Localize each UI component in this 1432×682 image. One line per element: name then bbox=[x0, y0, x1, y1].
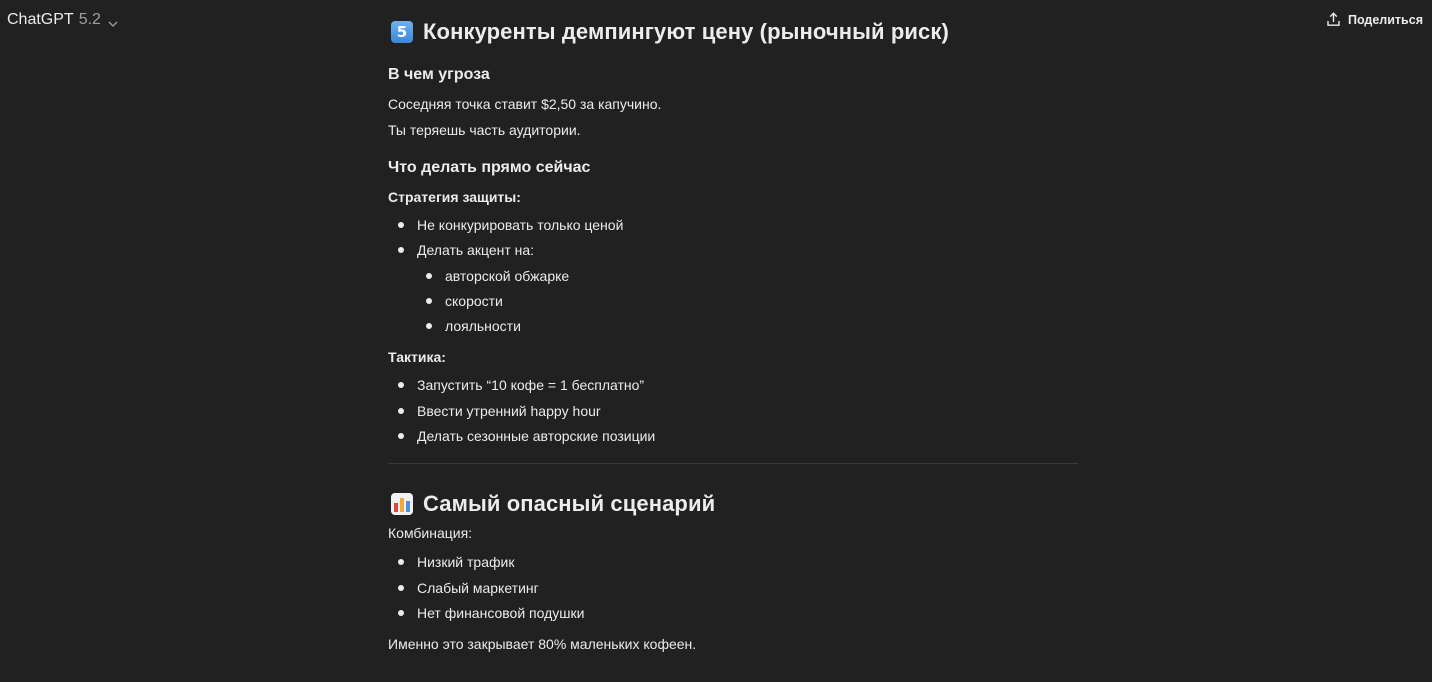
strategy-list bbox=[388, 216, 1078, 267]
list-item: Запустить “10 кофе = 1 бесплатно” bbox=[388, 376, 1078, 401]
threat-line: Ты теряешь часть аудитории. bbox=[388, 122, 581, 138]
list-item: Слабый маркетинг bbox=[388, 579, 1078, 604]
list-item: Нет финансовой подушки bbox=[388, 604, 1078, 629]
section-heading-competitors bbox=[388, 14, 1078, 50]
list-item: Делать сезонные авторские позиции bbox=[388, 427, 1078, 452]
model-name: ChatGPT bbox=[7, 11, 74, 28]
tactics-list bbox=[388, 376, 1078, 452]
share-label: Поделиться bbox=[1347, 12, 1423, 27]
combo-list bbox=[388, 553, 1078, 629]
strategy-label: Стратегия защиты: bbox=[388, 189, 521, 205]
bar-chart-icon bbox=[391, 493, 413, 515]
list-item: скорости bbox=[388, 292, 1078, 317]
conclusion-text: Именно это закрывает 80% маленьких кофеен. bbox=[388, 636, 697, 653]
list-item: лояльности bbox=[388, 317, 1078, 342]
share-icon bbox=[1326, 12, 1341, 27]
combo-label: Комбинация: bbox=[388, 525, 473, 542]
accent-list bbox=[388, 267, 1078, 343]
list-item: Низкий трафик bbox=[388, 553, 1078, 578]
section-title: Конкуренты демпингуют цену (рыночный риск) bbox=[423, 19, 949, 44]
chevron-down-icon bbox=[108, 15, 118, 25]
tactics-label: Тактика: bbox=[388, 349, 446, 366]
list-item: Ввести утренний happy hour bbox=[388, 402, 1078, 427]
share-button[interactable] bbox=[1326, 12, 1423, 27]
threat-line: Соседняя точка ставит $2,50 за капучино. bbox=[388, 96, 662, 112]
threat-heading: В чем угроза bbox=[388, 66, 490, 83]
model-selector[interactable] bbox=[7, 10, 118, 30]
list-item: Не конкурировать только ценой bbox=[388, 216, 1078, 241]
assistant-message bbox=[388, 14, 1078, 653]
action-heading: Что делать прямо сейчас bbox=[388, 159, 591, 176]
section-heading-danger bbox=[388, 486, 1078, 522]
list-item: авторской обжарке bbox=[388, 267, 1078, 292]
keycap-five-icon: 5 bbox=[391, 21, 413, 43]
section-title: Самый опасный сценарий bbox=[423, 491, 716, 517]
list-item: Делать акцент на: bbox=[388, 241, 1078, 266]
model-version: 5.2 bbox=[78, 11, 101, 28]
